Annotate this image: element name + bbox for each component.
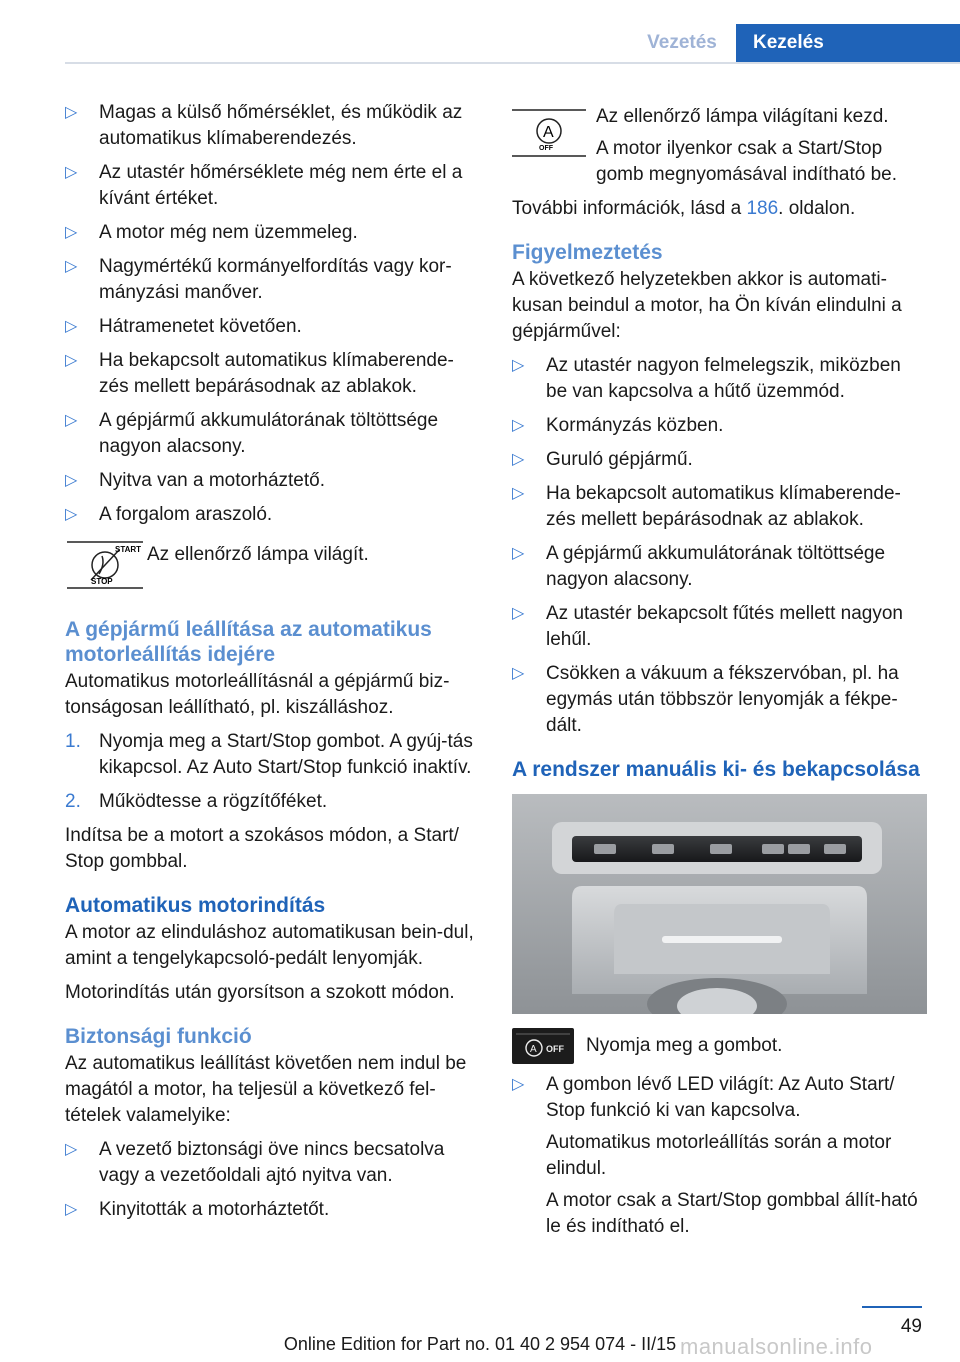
startstop-icon	[65, 536, 147, 599]
stop-paragraph: Automatikus motorleállításnál a gépjármű biz-tonságosan leállítható, pl. kiszálláshoz.	[65, 671, 450, 718]
bullet-triangle-icon: ▷	[65, 224, 78, 241]
bullet-triangle-icon: ▷	[65, 258, 78, 275]
list-item: ▷ A gépjármű akkumulátorának töltöttsége nagyon alacsony.	[512, 543, 886, 590]
list-item: 1. Nyomja meg a Start/Stop gombot. A gyúj-tás kikapcsol. Az Auto Start/Stop funkció inaktív.	[65, 731, 473, 778]
bullet-triangle-icon: ▷	[512, 417, 525, 434]
list-item: ▷ A motor még nem üzemmeleg.	[65, 220, 480, 246]
list-item: ▷ Magas a külső hőmérséklet, és működik az automatikus klímaberendezés.	[65, 102, 463, 149]
list-item: ▷ Kinyitották a motorháztetőt.	[65, 1197, 480, 1223]
a-off-text: Az ellenőrző lámpa világítani kezd. A motor ilyenkor csak a Start/Stop gomb megnyomásával indítható be.	[596, 106, 898, 185]
list-item: ▷ Az utastér bekapcsolt fűtés mellett nagyon lehűl.	[512, 603, 903, 650]
bullet-triangle-icon: ▷	[65, 412, 78, 429]
stop-after-paragraph: Indítsa be a motort a szokásos módon, a Start/ Stop gombbal.	[65, 825, 459, 872]
list-item: ▷ A vezető biztonsági öve nincs becsatolva vagy a vezetőoldali ajtó nyitva van.	[65, 1139, 445, 1186]
list-item: ▷ A forgalom araszoló.	[65, 502, 480, 528]
bullet-triangle-icon: ▷	[65, 1141, 78, 1158]
bullet-triangle-icon: ▷	[512, 1076, 525, 1093]
auto-start-stop-off-button[interactable]	[512, 1028, 574, 1064]
bullet-triangle-icon: ▷	[512, 451, 525, 468]
list-item: ▷ Ha bekapcsolt automatikus klímaberende-zés mellett bepárásodnak az ablakok.	[65, 350, 454, 397]
bullet-triangle-icon: ▷	[512, 545, 525, 562]
bullet-triangle-icon: ▷	[512, 357, 525, 374]
list-item: ▷ Az utastér nagyon felmelegszik, miközben be van kapcsolva a hűtő üzemmód.	[512, 355, 901, 402]
bullet-triangle-icon: ▷	[65, 104, 78, 121]
list-item: ▷ Nyitva van a motorháztető.	[65, 468, 480, 494]
stop-steps	[65, 729, 480, 815]
watermark: manualsonline.info	[680, 1334, 873, 1359]
list-item: ▷ Az utastér hőmérséklete még nem érte el a kívánt értéket.	[65, 162, 463, 209]
warning-paragraph: A következő helyzetekben akkor is automati-kusan beindul a motor, ha Ön kíván elindulni a gépjárművel:	[512, 269, 902, 342]
svg-text:OFF: OFF	[539, 145, 553, 152]
svg-text:A: A	[530, 1044, 537, 1055]
page-link[interactable]: 186	[746, 198, 779, 219]
heading-safety: Biztonsági funkció	[65, 1025, 252, 1048]
center-console-photo	[512, 794, 927, 1014]
edition-text: Online Edition for Part no. 01 40 2 954 074 - II/15	[283, 1334, 677, 1354]
bullet-triangle-icon: ▷	[65, 506, 78, 523]
auto-start-paragraph-2: Motorindítás után gyorsítson a szokott módon.	[65, 982, 455, 1003]
svg-text:STOP: STOP	[91, 577, 113, 586]
bullet-triangle-icon: ▷	[512, 605, 525, 622]
tab-vezetes[interactable]: Vezetés	[647, 32, 717, 53]
a-off-icon	[512, 104, 596, 167]
warning-list	[512, 353, 927, 739]
list-item: ▷ A gombon lévő LED világít: Az Auto Start/ Stop funkció ki van kapcsolva. Automatikus motorleállítás során a motor elindul. A motor csak a Start/Stop gombbal állít-ható le és indítható el.	[512, 1074, 918, 1237]
svg-text:A: A	[543, 124, 554, 141]
list-item: ▷ Guruló gépjármű.	[512, 447, 927, 473]
safety-list	[65, 1137, 480, 1223]
list-item: ▷ Hátramenetet követően.	[65, 314, 480, 340]
header-tabs	[0, 24, 960, 62]
header-divider	[65, 62, 960, 64]
list-item: ▷ Ha bekapcsolt automatikus klímaberende-zés mellett bepárásodnak az ablakok.	[512, 483, 901, 530]
heading-manual: A rendszer manuális ki- és bekapcsolása	[512, 758, 920, 781]
footer-divider	[862, 1306, 922, 1308]
list-item: ▷ A gépjármű akkumulátorának töltöttsége nagyon alacsony.	[65, 410, 439, 457]
bullet-triangle-icon: ▷	[65, 352, 78, 369]
heading-auto-start: Automatikus motorindítás	[65, 894, 326, 917]
a-off-indicator-row	[512, 104, 927, 188]
page-number: 49	[900, 1316, 922, 1337]
bullet-triangle-icon: ▷	[65, 1201, 78, 1218]
manual-list	[512, 1072, 927, 1240]
press-button-text: Nyomja meg a gombot.	[586, 1035, 783, 1056]
startstop-indicator-row	[65, 536, 480, 599]
auto-start-paragraph-1: A motor az elinduláshoz automatikusan bein-dul, amint a tengelykapcsoló-pedált lenyomják.	[65, 922, 474, 969]
bullet-triangle-icon: ▷	[65, 472, 78, 489]
heading-warning: Figyelmeztetés	[512, 241, 663, 264]
conditions-list	[65, 100, 480, 528]
bullet-triangle-icon: ▷	[65, 318, 78, 335]
safety-paragraph: Az automatikus leállítást követően nem indul be magától a motor, ha teljesül a következő fel-tételek valamelyike:	[65, 1053, 467, 1126]
list-item: ▷ Csökken a vákuum a fékszervóban, pl. ha egymás után többször lenyomják a fékpe-dált.	[512, 663, 899, 736]
bullet-triangle-icon: ▷	[512, 485, 525, 502]
bullet-triangle-icon: ▷	[65, 164, 78, 181]
off-button-row	[512, 1028, 927, 1064]
svg-text:OFF: OFF	[546, 1044, 564, 1054]
left-column	[65, 100, 480, 1231]
right-column	[512, 100, 927, 1248]
list-item: ▷ Kormányzás közben.	[512, 413, 927, 439]
heading-stop: A gépjármű leállítása az automatikus motorleállítás idejére	[65, 618, 432, 666]
more-info-paragraph: További információk, lásd a 186. oldalon.	[512, 198, 856, 219]
bullet-triangle-icon: ▷	[512, 665, 525, 682]
tab-kezeles[interactable]: Kezelés	[736, 24, 960, 62]
list-item: 2. Működtesse a rögzítőféket.	[65, 791, 328, 812]
svg-text:START: START	[115, 545, 142, 554]
list-item: ▷ Nagymértékű kormányelfordítás vagy kor-mányzási manőver.	[65, 256, 452, 303]
startstop-indicator-text: Az ellenőrző lámpa világít.	[147, 544, 369, 565]
